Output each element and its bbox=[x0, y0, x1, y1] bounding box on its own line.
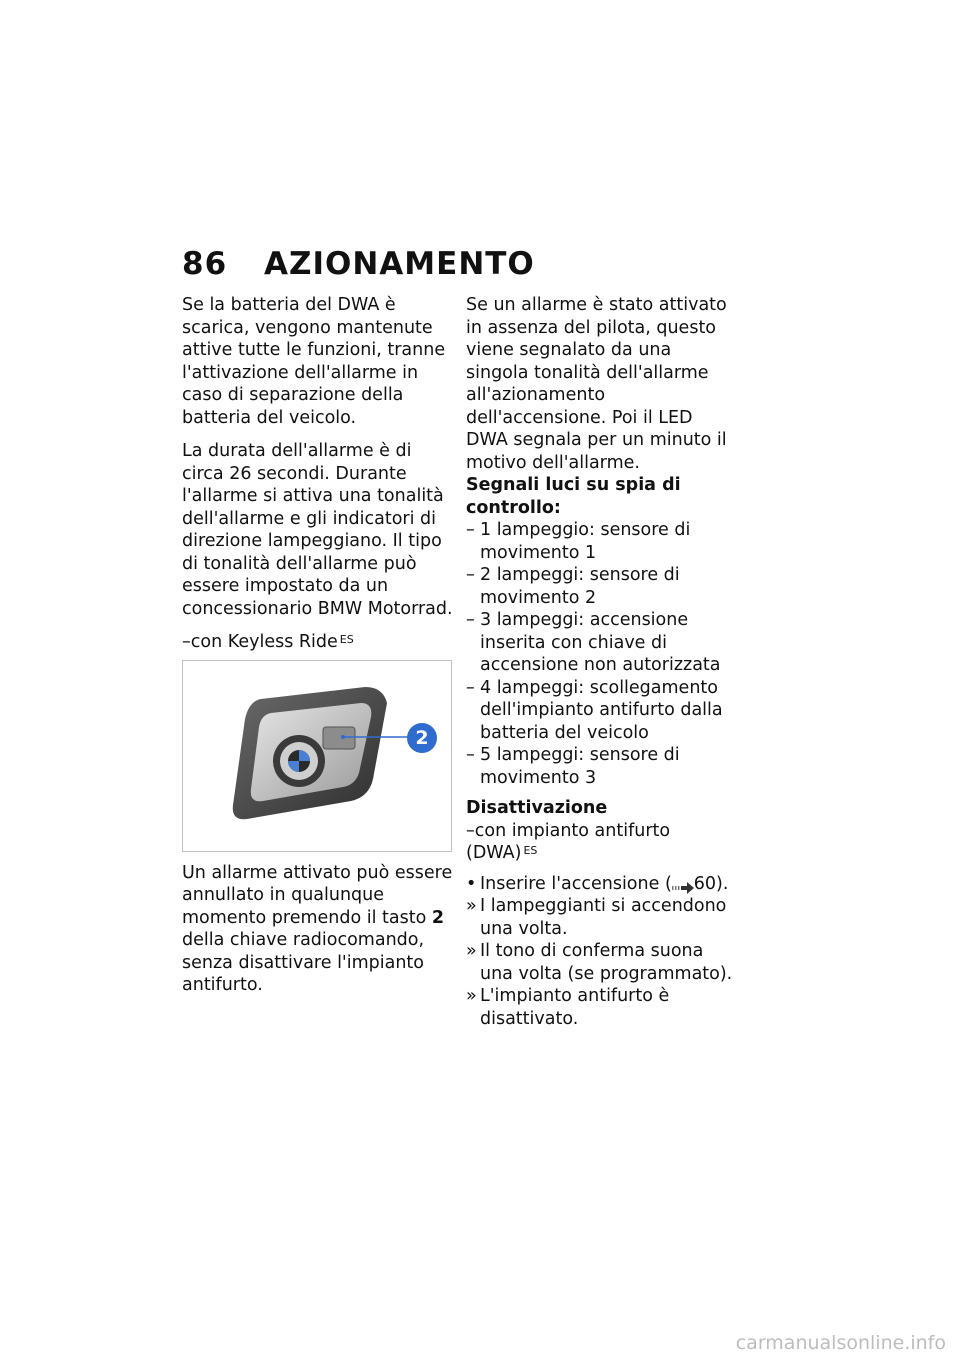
alarm-duration-paragraph: La durata dell'allarme è di circa 26 secondi. Durante l'allarme si attiva una tonalità dell'allarme e gli indicatori di direzione lampeggiano. Il tipo di tonalità dell'allarme può essere impostato da un concessionario BMW Motorrad. bbox=[182, 441, 453, 619]
result-text: Il tono di conferma suona una volta (se programmato). bbox=[480, 941, 733, 984]
dash-marker: – bbox=[466, 745, 475, 765]
page-reference-number[interactable]: 60 bbox=[693, 873, 717, 894]
equipment-sup: ES bbox=[523, 844, 538, 857]
dash-marker: – bbox=[466, 565, 475, 585]
key-fob-figure bbox=[182, 660, 452, 852]
keyless-option-line bbox=[182, 631, 454, 654]
left-column bbox=[182, 294, 454, 1008]
dwa-option-line bbox=[466, 820, 734, 865]
step-item bbox=[466, 873, 734, 896]
result-text: I lampeggianti si accendono una volta. bbox=[480, 896, 727, 939]
signals-heading: Segnali luci su spia di controllo: bbox=[466, 475, 681, 518]
signals-list bbox=[466, 519, 734, 789]
battery-paragraph: Se la batteria del DWA è scarica, vengono mantenute attive tutte le funzioni, tranne l'attivazione dell'allarme in caso di separazione della batteria del veicolo. bbox=[182, 295, 446, 428]
list-item bbox=[466, 609, 734, 677]
list-item bbox=[466, 677, 734, 745]
step-text-end: ). bbox=[716, 873, 729, 894]
dash-marker: – bbox=[466, 610, 475, 630]
signal-text: 1 lampeggio: sensore di movimento 1 bbox=[480, 520, 691, 563]
dash-marker: – bbox=[466, 677, 475, 698]
dash-marker: – bbox=[466, 520, 475, 540]
dwa-option-text: –con impianto antifurto (DWA) bbox=[466, 820, 671, 863]
callout-badge: 2 bbox=[407, 723, 437, 753]
result-item bbox=[466, 985, 734, 1030]
result-text: L'impianto antifurto è disattivato. bbox=[480, 986, 670, 1029]
signal-text: 3 lampeggi: accensione inserita con chiave di accensione non autorizzata bbox=[480, 610, 721, 675]
list-item bbox=[466, 744, 734, 789]
bullet-marker: • bbox=[466, 873, 477, 894]
procedure-list bbox=[466, 873, 734, 1031]
keyless-option-text: –con Keyless Ride bbox=[182, 632, 338, 652]
list-item bbox=[466, 519, 734, 564]
list-item bbox=[466, 564, 734, 609]
deactivation-heading: Disattivazione bbox=[466, 798, 608, 818]
cancel-alarm-text-end: della chiave radiocomando, senza disattivare l'impianto antifurto. bbox=[182, 930, 425, 995]
page-reference-arrow-icon bbox=[672, 878, 694, 890]
result-item bbox=[466, 895, 734, 940]
absent-alarm-paragraph: Se un allarme è stato attivato in assenza del pilota, questo viene segnalato da una singola tonalità dell'allarme all'azionamento dell'accensione. Poi il LED DWA segnala per un minuto il motivo dell'allarme. bbox=[466, 295, 727, 473]
result-marker: » bbox=[466, 941, 477, 961]
result-marker: » bbox=[466, 986, 477, 1006]
cancel-alarm-paragraph bbox=[182, 862, 454, 997]
equipment-sup: ES bbox=[339, 633, 354, 646]
signal-text: 2 lampeggi: sensore di movimento 2 bbox=[480, 565, 680, 608]
signal-text: 4 lampeggi: scollegamento dell'impianto antifurto dalla batteria del veicolo bbox=[480, 677, 723, 743]
section-title: AZIONAMENTO bbox=[264, 246, 535, 282]
right-column bbox=[466, 294, 734, 1030]
page-number: 86 bbox=[182, 246, 228, 282]
cancel-alarm-text: Un allarme attivato può essere annullato in qualunque momento premendo il tasto bbox=[182, 862, 453, 928]
step-text: Inserire l'accensione ( bbox=[480, 873, 672, 894]
page-header bbox=[182, 246, 535, 282]
key-fob-illustration bbox=[183, 661, 451, 851]
button-ref: 2 bbox=[431, 907, 445, 928]
result-item bbox=[466, 940, 734, 985]
signal-text: 5 lampeggi: sensore di movimento 3 bbox=[480, 745, 680, 788]
watermark: carmanualsonline.info bbox=[735, 1332, 946, 1354]
result-marker: » bbox=[466, 896, 477, 916]
